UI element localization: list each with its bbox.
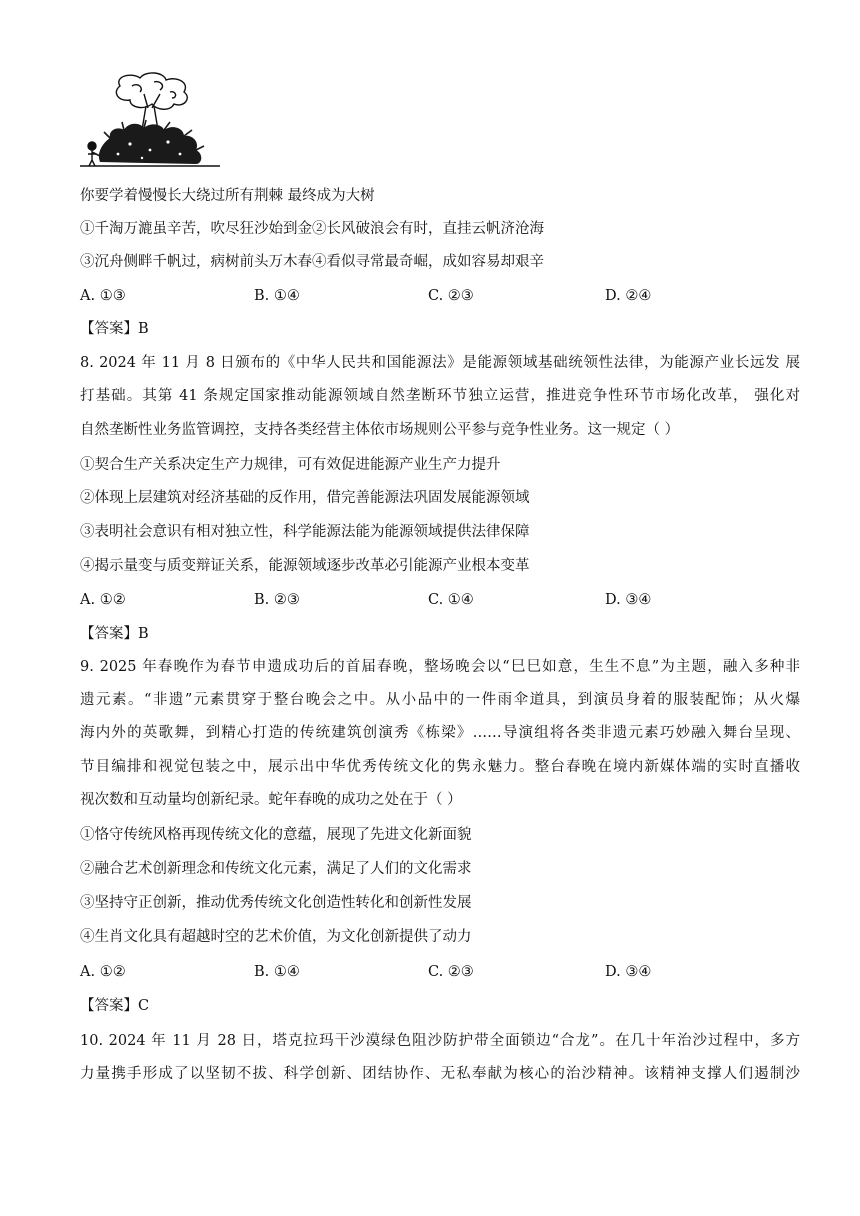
option-d: D. ③④ xyxy=(605,964,652,980)
option-a: A. ①③ xyxy=(80,288,126,304)
option-b: B. ②③ xyxy=(254,592,300,608)
statement-2: ②融合艺术创新理念和传统文化元素，满足了人们的文化需求 xyxy=(80,861,472,877)
option-a: A. ①② xyxy=(80,964,126,980)
tree-cartoon-illustration xyxy=(80,72,230,168)
option-b: B. ①④ xyxy=(254,288,300,304)
question-8-text: 打基础。其第 41 条规定国家推动能源领域自然垄断环节独立运营，推进竞争性环节市场化改革， 强化对 xyxy=(80,388,800,404)
statement-4: ④生肖文化具有超越时空的艺术价值，为文化创新提供了动力 xyxy=(80,929,472,945)
answer-label: 【答案】C xyxy=(80,998,150,1014)
statement-3: ③表明社会意识有相对独立性，科学能源法能为能源领域提供法律保障 xyxy=(80,524,530,540)
question-9-text: 视次数和互动量均创新纪录。蛇年春晚的成功之处在于（ ） xyxy=(80,792,462,808)
answer-label: 【答案】B xyxy=(80,626,149,642)
option-a: A. ①② xyxy=(80,592,126,608)
option-c: C. ②③ xyxy=(428,288,474,304)
statement-3: ③坚持守正创新，推动优秀传统文化创造性转化和创新性发展 xyxy=(80,895,472,911)
option-d: D. ②④ xyxy=(605,288,652,304)
cartoon-caption: 你要学着慢慢长大绕过所有荆棘 最终成为大树 xyxy=(80,188,375,204)
statement-4: ④揭示量变与质变辩证关系，能源领域逐步改革必引能源产业根本变革 xyxy=(80,558,530,574)
option-b: B. ①④ xyxy=(254,964,300,980)
answer-label: 【答案】B xyxy=(80,321,149,337)
question-9-text: 9. 2025 年春晚作为春节申遗成功后的首届春晚，整场晚会以“巳巳如意，生生不息”为主题，融入多种非 xyxy=(80,659,800,675)
statement-2: ②体现上层建筑对经济基础的反作用，借完善能源法巩固发展能源领域 xyxy=(80,490,530,506)
option-c: C. ②③ xyxy=(428,964,474,980)
option-d: D. ③④ xyxy=(605,592,652,608)
option-c: C. ①④ xyxy=(428,592,474,608)
question-8-text: 8. 2024 年 11 月 8 日颁布的《中华人民共和国能源法》是能源领域基础统领性法律，为能源产业长远发 展 xyxy=(80,355,800,371)
question-9-text: 节目编排和视觉包装之中，展示出中华优秀传统文化的隽永魅力。整台春晚在境内新媒体端的实时直播收 xyxy=(80,759,800,775)
question-8-text: 自然垄断性业务监管调控，支持各类经营主体依市场规则公平参与竞争性业务。这一规定（ ） xyxy=(80,422,680,438)
question-9-text: 海内外的英歌舞，到精心打造的传统建筑创演秀《栋梁》……导演组将各类非遗元素巧妙融入舞台呈现、 xyxy=(80,725,800,741)
statement-1: ①恪守传统风格再现传统文化的意蕴，展现了先进文化新面貌 xyxy=(80,827,472,843)
question-10-text: 力量携手形成了以坚韧不拔、科学创新、团结协作、无私奉献为核心的治沙精神。该精神支撑人们遏制沙 xyxy=(80,1066,800,1082)
question-10-text: 10. 2024 年 11 月 28 日，塔克拉玛干沙漠绿色阻沙防护带全面锁边“合龙”。在几十年治沙过程中，多方 xyxy=(80,1033,800,1049)
question-9-text: 遗元素。“非遗”元素贯穿于整台晚会之中。从小品中的一件雨伞道具，到演员身着的服装配饰；从火爆 xyxy=(80,692,800,708)
statement-line: ③沉舟侧畔千帆过，病树前头万木春④看似寻常最奇崛，成如容易却艰辛 xyxy=(80,254,544,270)
statement-1: ①契合生产关系决定生产力规律，可有效促进能源产业生产力提升 xyxy=(80,457,501,473)
statement-line: ①千淘万漉虽辛苦，吹尽狂沙始到金②长风破浪会有时，直挂云帆济沧海 xyxy=(80,221,544,237)
